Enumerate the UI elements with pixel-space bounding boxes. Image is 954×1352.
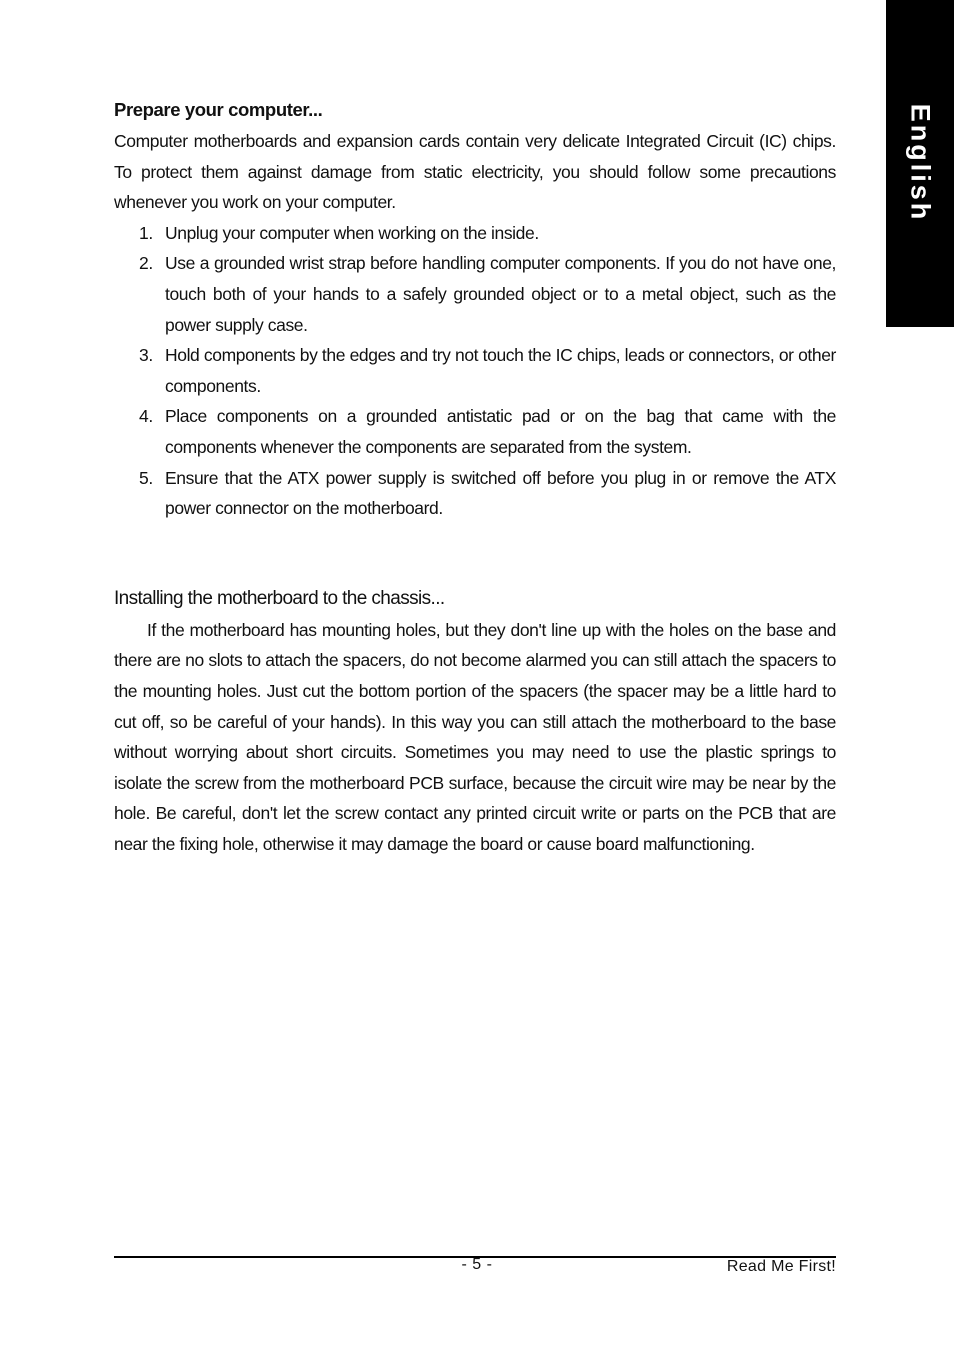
list-item bbox=[114, 463, 836, 524]
list-item bbox=[114, 248, 836, 340]
footer-title: Read Me First! bbox=[726, 1258, 836, 1275]
list-item-number: 4. bbox=[139, 406, 153, 427]
list-item-text: Ensure that the ATX power supply is switched off before you plug in or remove the ATX power connector on the motherboard. bbox=[165, 467, 836, 519]
list-item bbox=[114, 340, 836, 401]
prepare-heading: Prepare your computer... bbox=[114, 99, 323, 120]
list-item-text: Unplug your computer when working on the inside. bbox=[165, 222, 539, 243]
list-item bbox=[114, 218, 836, 249]
install-heading: Installing the motherboard to the chassis... bbox=[114, 587, 445, 609]
list-item-text: Hold components by the edges and try not touch the IC chips, leads or connectors, or other components. bbox=[165, 345, 836, 396]
list-item-number: 2. bbox=[139, 253, 153, 274]
language-tab bbox=[886, 0, 954, 327]
page-number: - 5 - bbox=[461, 1256, 493, 1273]
list-item-text: Place components on a grounded antistatic pad or on the bag that came with the components whenever the components are separated from the system. bbox=[165, 406, 836, 457]
page-content bbox=[114, 94, 836, 859]
list-item-number: 1. bbox=[139, 222, 153, 243]
precaution-list bbox=[114, 218, 836, 524]
list-item-number: 5. bbox=[139, 467, 153, 488]
language-tab-label: English bbox=[905, 103, 936, 223]
prepare-intro: Computer motherboards and expansion cards contain very delicate Integrated Circuit (IC) chips. To protect them against damage from static electricity, you should follow some precautions whenever you work on your computer. bbox=[114, 131, 836, 213]
list-item-text: Use a grounded wrist strap before handling computer components. If you do not have one, touch both of your hands to a safely grounded object or to a metal object, such as the power supply case. bbox=[165, 253, 836, 335]
install-body: If the motherboard has mounting holes, but they don't line up with the holes on the base and there are no slots to attach the spacers, do not become alarmed you can still attach the spacers to the mounting holes. Just cut the bottom portion of the spacers (the spacer may be a little hard to cut off, so be careful of your hands). In this way you can still attach the motherboard to the base without worrying about short circuits. Sometimes you may need to use the plastic springs to isolate the screw from the motherboard PCB surface, because the circuit wire may be near by the hole. Be careful, don't let the screw contact any printed circuit write or parts on the PCB that are near the fixing hole, otherwise it may damage the board or cause board malfunctioning. bbox=[114, 619, 836, 854]
list-item bbox=[114, 401, 836, 462]
list-item-number: 3. bbox=[139, 345, 153, 366]
